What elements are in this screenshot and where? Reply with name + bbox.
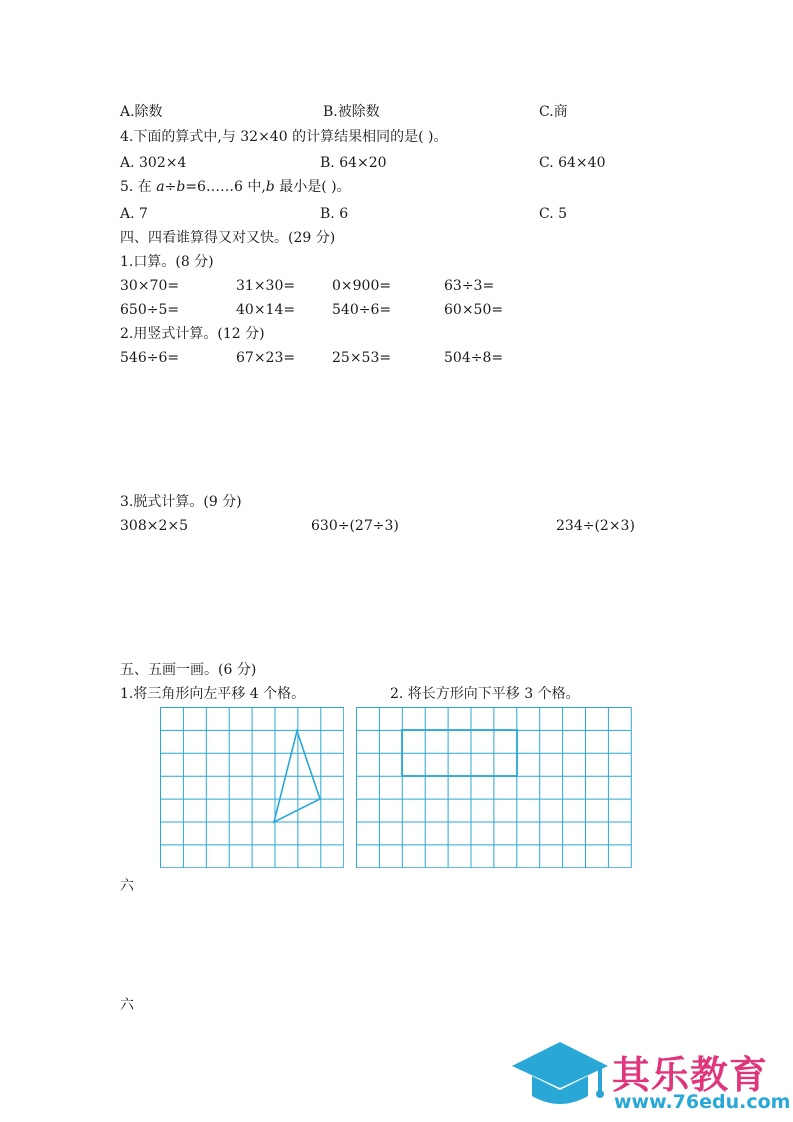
q5-option-c: C. 5 [539,206,568,222]
stepwise-item: 308×2×5 [120,518,188,534]
section6-mark: 六 [120,997,134,1013]
section5-title: 五、五画一画。(6 分) [120,662,257,678]
stepwise-item: 234÷(2×3) [556,518,635,534]
section6-mark: 六 [120,878,134,894]
oral-item: 31×30= [236,278,296,294]
oral-item: 40×14= [236,302,296,318]
oral-calc-title: 1.口算。(8 分) [120,254,214,270]
vertical-item: 546÷6= [120,350,180,366]
grid-lines [357,708,632,868]
oral-item: 650÷5= [120,302,180,318]
q4-question: 4.下面的算式中,与 32×40 的计算结果相同的是( )。 [120,129,448,145]
q5-option-a: A. 7 [120,206,148,222]
graduation-cap-icon [510,1040,610,1112]
brand-url: www.76edu.com [614,1091,791,1113]
vertical-item: 67×23= [236,350,296,366]
brand-name: 其乐教育 [612,1053,769,1097]
vertical-item: 504÷8= [444,350,504,366]
stepwise-item: 630÷(27÷3) [311,518,399,534]
q3-option-c: C.商 [539,104,568,120]
q4-option-c: C. 64×40 [539,155,606,171]
vertical-item: 25×53= [332,350,392,366]
q4-option-a: A. 302×4 [120,155,187,171]
translate-rectangle-task: 2. 将长方形向下平移 3 个格。 [390,686,580,702]
grid-triangle [160,707,344,868]
q5-option-b: B. 6 [320,206,349,222]
oral-item: 60×50= [444,302,504,318]
q5-question: 5. 在 a÷b=6……6 中,b 最小是( )。 [120,179,351,195]
section4-title: 四、四看谁算得又对又快。(29 分) [120,230,336,246]
grid-rectangle [356,707,633,868]
translate-triangle-task: 1.将三角形向左平移 4 个格。 [120,686,306,702]
oral-item: 0×900= [332,278,392,294]
vertical-calc-title: 2.用竖式计算。(12 分) [120,326,265,342]
oral-item: 30×70= [120,278,180,294]
oral-item: 540÷6= [332,302,392,318]
q3-option-a: A.除数 [120,104,163,120]
q3-option-b: B.被除数 [323,104,380,120]
stepwise-calc-title: 3.脱式计算。(9 分) [120,494,242,510]
q4-option-b: B. 64×20 [320,155,387,171]
oral-item: 63÷3= [444,278,495,294]
